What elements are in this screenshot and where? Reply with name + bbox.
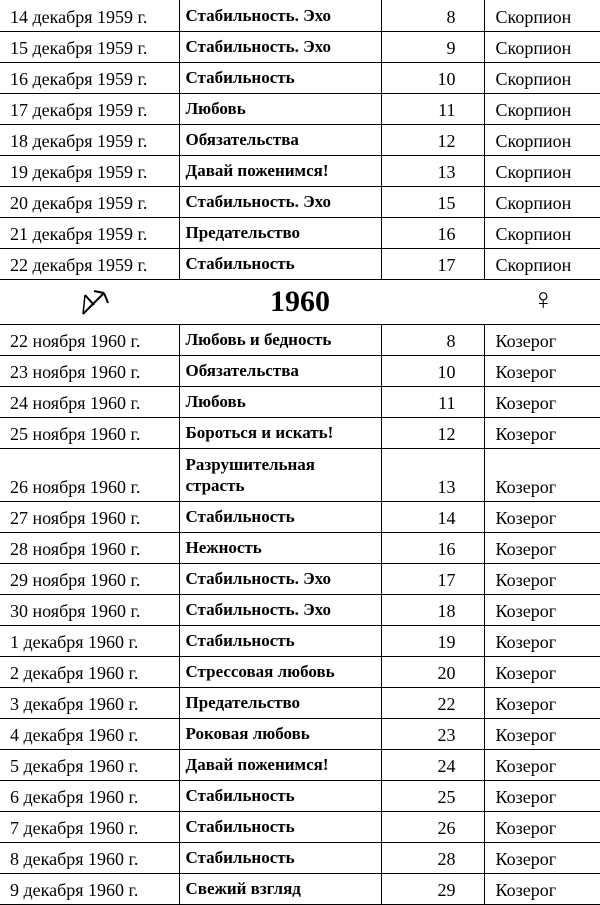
number-cell: 28 <box>381 843 484 874</box>
number-cell: 14 <box>381 502 484 533</box>
table-row <box>0 595 600 626</box>
date-cell: 9 декабря 1960 г. <box>0 874 179 905</box>
number-cell: 13 <box>381 155 484 186</box>
table-row <box>0 502 600 533</box>
date-cell: 22 ноября 1960 г. <box>0 325 179 356</box>
date-cell: 28 ноября 1960 г. <box>0 533 179 564</box>
date-cell: 27 ноября 1960 г. <box>0 502 179 533</box>
title-cell: Стабильность <box>179 502 381 533</box>
number-cell: 10 <box>381 356 484 387</box>
number-cell: 9 <box>381 31 484 62</box>
table-row <box>0 248 600 279</box>
title-cell: Нежность <box>179 533 381 564</box>
table-row <box>0 124 600 155</box>
sign-cell: Козерог <box>484 626 600 657</box>
sign-cell: Скорпион <box>484 31 600 62</box>
date-cell: 22 декабря 1959 г. <box>0 248 179 279</box>
date-cell: 2 декабря 1960 г. <box>0 657 179 688</box>
title-cell: Стабильность <box>179 812 381 843</box>
number-cell: 19 <box>381 626 484 657</box>
title-cell: Стабильность <box>179 248 381 279</box>
date-cell: 20 декабря 1959 г. <box>0 186 179 217</box>
sign-cell: Скорпион <box>484 62 600 93</box>
title-cell: Стабильность. Эхо <box>179 0 381 31</box>
sign-cell: Скорпион <box>484 186 600 217</box>
table-row <box>0 533 600 564</box>
date-cell: 3 декабря 1960 г. <box>0 688 179 719</box>
date-cell: 7 декабря 1960 г. <box>0 812 179 843</box>
date-cell: 16 декабря 1959 г. <box>0 62 179 93</box>
date-cell: 15 декабря 1959 г. <box>0 31 179 62</box>
sign-cell: Козерог <box>484 356 600 387</box>
table-row <box>0 449 600 502</box>
number-cell: 12 <box>381 124 484 155</box>
number-cell: 17 <box>381 564 484 595</box>
sign-cell: Козерог <box>484 688 600 719</box>
table-row <box>0 217 600 248</box>
sign-cell: Козерог <box>484 418 600 449</box>
date-cell: 8 декабря 1960 г. <box>0 843 179 874</box>
table-row <box>0 387 600 418</box>
table-row <box>0 688 600 719</box>
sign-cell: Козерог <box>484 564 600 595</box>
date-cell: 25 ноября 1960 г. <box>0 418 179 449</box>
title-cell: Стабильность <box>179 781 381 812</box>
sign-cell: Козерог <box>484 750 600 781</box>
title-line-1: Разрушительная <box>186 455 316 474</box>
title-cell: Стрессовая любовь <box>179 657 381 688</box>
sign-cell: Козерог <box>484 387 600 418</box>
table-row <box>0 325 600 356</box>
sign-cell: Скорпион <box>484 0 600 31</box>
number-cell: 10 <box>381 62 484 93</box>
title-cell: Роковая любовь <box>179 719 381 750</box>
title-cell: Давай поженимся! <box>179 155 381 186</box>
number-cell: 22 <box>381 688 484 719</box>
title-cell <box>179 449 381 502</box>
number-cell: 11 <box>381 93 484 124</box>
sign-cell: Козерог <box>484 874 600 905</box>
table-row <box>0 719 600 750</box>
title-cell: Стабильность. Эхо <box>179 595 381 626</box>
number-cell: 8 <box>381 325 484 356</box>
date-cell: 18 декабря 1959 г. <box>0 124 179 155</box>
number-cell: 24 <box>381 750 484 781</box>
sign-cell: Скорпион <box>484 124 600 155</box>
sign-cell: Козерог <box>484 502 600 533</box>
title-line-2: страсть <box>186 476 245 495</box>
title-cell: Любовь <box>179 93 381 124</box>
date-cell: 5 декабря 1960 г. <box>0 750 179 781</box>
title-cell: Обязательства <box>179 356 381 387</box>
date-cell: 24 ноября 1960 г. <box>0 387 179 418</box>
table-row <box>0 0 600 31</box>
table-row <box>0 418 600 449</box>
date-cell: 21 декабря 1959 г. <box>0 217 179 248</box>
number-cell: 8 <box>381 0 484 31</box>
title-cell: Свежий взгляд <box>179 874 381 905</box>
sign-cell: Козерог <box>484 781 600 812</box>
sign-cell: Козерог <box>484 843 600 874</box>
venus-icon: ♀ <box>532 282 555 318</box>
table-row <box>0 93 600 124</box>
number-cell: 13 <box>381 449 484 502</box>
date-cell: 26 ноября 1960 г. <box>0 449 179 502</box>
sign-cell: Козерог <box>484 595 600 626</box>
sign-cell: Козерог <box>484 657 600 688</box>
year-title: 1960 <box>0 284 600 320</box>
table-row <box>0 356 600 387</box>
title-cell: Бороться и искать! <box>179 418 381 449</box>
number-cell: 29 <box>381 874 484 905</box>
number-cell: 11 <box>381 387 484 418</box>
table-row <box>0 750 600 781</box>
title-cell: Любовь <box>179 387 381 418</box>
table-row <box>0 657 600 688</box>
table-row <box>0 564 600 595</box>
table-1960 <box>0 325 600 905</box>
sign-cell: Козерог <box>484 325 600 356</box>
title-cell: Стабильность. Эхо <box>179 31 381 62</box>
date-cell: 19 декабря 1959 г. <box>0 155 179 186</box>
title-cell: Давай поженимся! <box>179 750 381 781</box>
number-cell: 20 <box>381 657 484 688</box>
number-cell: 15 <box>381 186 484 217</box>
sign-cell: Скорпион <box>484 93 600 124</box>
title-cell: Стабильность <box>179 843 381 874</box>
table-1959 <box>0 0 600 280</box>
sign-cell: Скорпион <box>484 155 600 186</box>
number-cell: 16 <box>381 533 484 564</box>
title-cell: Предательство <box>179 217 381 248</box>
number-cell: 16 <box>381 217 484 248</box>
title-cell: Стабильность <box>179 62 381 93</box>
number-cell: 18 <box>381 595 484 626</box>
sign-cell: Козерог <box>484 533 600 564</box>
table-row <box>0 626 600 657</box>
number-cell: 12 <box>381 418 484 449</box>
title-cell: Предательство <box>179 688 381 719</box>
number-cell: 26 <box>381 812 484 843</box>
table-row <box>0 874 600 905</box>
date-cell: 1 декабря 1960 г. <box>0 626 179 657</box>
title-cell: Стабильность. Эхо <box>179 564 381 595</box>
number-cell: 17 <box>381 248 484 279</box>
date-cell: 23 ноября 1960 г. <box>0 356 179 387</box>
table-row <box>0 843 600 874</box>
date-cell: 6 декабря 1960 г. <box>0 781 179 812</box>
date-cell: 17 декабря 1959 г. <box>0 93 179 124</box>
table-row <box>0 186 600 217</box>
title-cell: Стабильность <box>179 626 381 657</box>
sign-cell: Козерог <box>484 719 600 750</box>
table-row <box>0 31 600 62</box>
year-header <box>0 280 600 325</box>
date-cell: 30 ноября 1960 г. <box>0 595 179 626</box>
sign-cell: Скорпион <box>484 217 600 248</box>
number-cell: 23 <box>381 719 484 750</box>
title-cell: Обязательства <box>179 124 381 155</box>
sign-cell: Козерог <box>484 812 600 843</box>
table-row <box>0 62 600 93</box>
table-row <box>0 781 600 812</box>
date-cell: 14 декабря 1959 г. <box>0 0 179 31</box>
number-cell: 25 <box>381 781 484 812</box>
table-row <box>0 812 600 843</box>
date-cell: 29 ноября 1960 г. <box>0 564 179 595</box>
title-cell: Любовь и бедность <box>179 325 381 356</box>
sign-cell: Скорпион <box>484 248 600 279</box>
date-cell: 4 декабря 1960 г. <box>0 719 179 750</box>
title-cell: Стабильность. Эхо <box>179 186 381 217</box>
sign-cell: Козерог <box>484 449 600 502</box>
table-row <box>0 155 600 186</box>
